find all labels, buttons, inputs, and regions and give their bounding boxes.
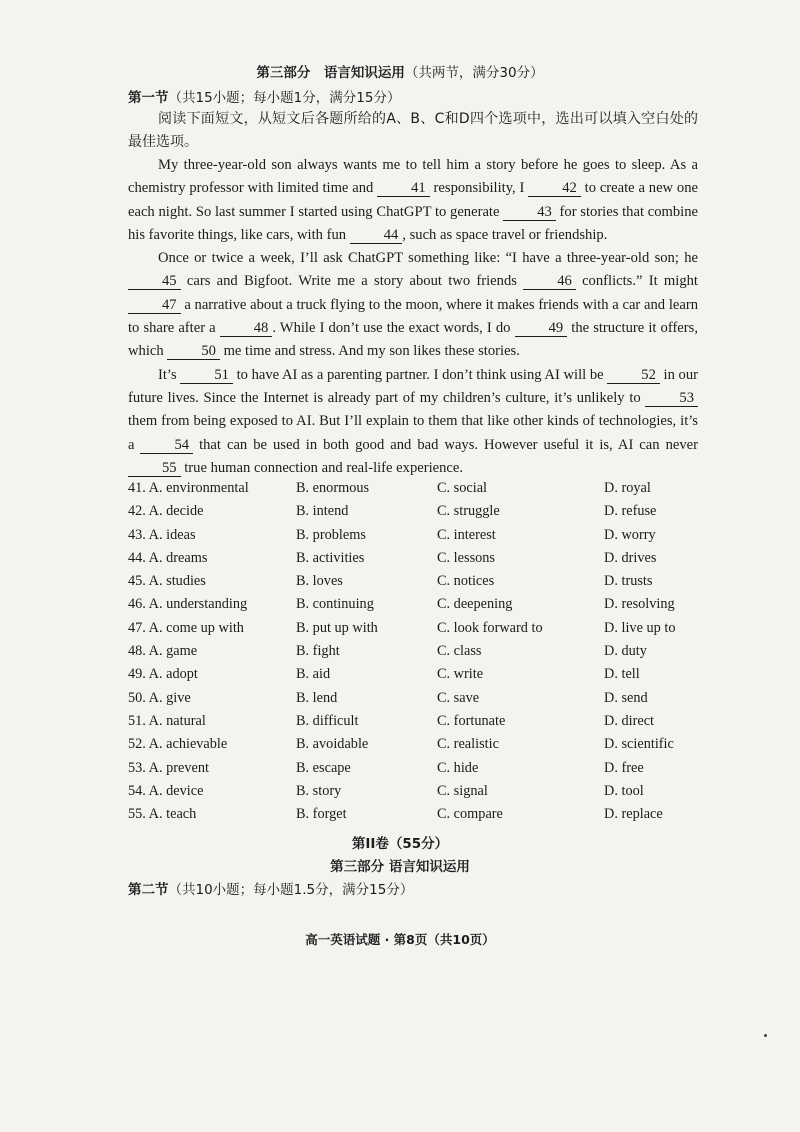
option-row: [128, 573, 698, 596]
option-c: C. interest: [437, 526, 496, 543]
option-row: [128, 550, 698, 573]
blank: 46: [523, 273, 576, 290]
blank: 44: [350, 227, 403, 244]
option-a: 54. A. device: [128, 782, 204, 799]
option-c: C. compare: [437, 806, 503, 823]
option-d: D. tool: [604, 782, 644, 799]
option-c: C. notices: [437, 573, 495, 590]
option-c: C. social: [437, 480, 488, 496]
option-c: C. deepening: [437, 596, 513, 613]
option-d: D. royal: [604, 480, 651, 496]
option-a: 41. A. environmental: [128, 480, 249, 496]
page-footer: 高一英语试题 · 第8页（共10页）: [305, 932, 495, 947]
blank: 42: [528, 180, 581, 197]
option-c: C. write: [437, 666, 484, 683]
option-d: D. scientific: [604, 736, 674, 753]
blank: 49: [515, 320, 568, 337]
blank: 51: [180, 367, 233, 384]
option-b: B. story: [296, 782, 342, 799]
option-c: C. realistic: [437, 736, 499, 753]
option-a: 43. A. ideas: [128, 526, 196, 543]
instruction-text: 阅读下面短文，从短文后各题所给的A、B、C和D四个选项中，选出可以填入空白处的最佳选项。: [128, 111, 698, 150]
option-d: D. replace: [604, 806, 663, 823]
passage-paragraph: My three-year-old son always wants me to tell him a story before he goes to sleep. As a chemistry professor with limited time and 41 responsibility, I 42 to create a new one each night. So last summer I started using ChatGPT to generate 43 for stories that combine his favorite things, like cars, with fun 44 , such as space travel or friendship.: [128, 157, 698, 243]
option-c: C. look forward to: [437, 619, 543, 636]
blank: 53: [645, 390, 698, 407]
option-c: C. signal: [437, 782, 488, 799]
option-b: B. difficult: [296, 712, 359, 729]
blank: 54: [140, 437, 193, 454]
option-d: D. trusts: [604, 573, 653, 590]
option-a: 42. A. decide: [128, 503, 204, 520]
blank: 45: [128, 273, 181, 290]
option-a: 50. A. give: [128, 689, 191, 706]
option-d: D. send: [604, 689, 648, 706]
option-b: B. escape: [296, 759, 351, 776]
option-row: [128, 783, 698, 806]
option-a: 53. A. prevent: [128, 759, 209, 776]
option-a: 52. A. achievable: [128, 736, 228, 753]
option-d: D. refuse: [604, 503, 657, 520]
option-d: D. resolving: [604, 596, 675, 613]
option-row: [128, 713, 698, 736]
blank: 41: [377, 180, 430, 197]
option-a: 44. A. dreams: [128, 549, 208, 566]
option-b: B. aid: [296, 666, 331, 683]
option-a: 47. A. come up with: [128, 619, 244, 636]
option-a: 46. A. understanding: [128, 596, 248, 613]
blank: 47: [128, 297, 181, 314]
option-d: D. tell: [604, 666, 640, 683]
option-row: [128, 760, 698, 783]
option-row: [128, 643, 698, 666]
option-row: [128, 666, 698, 689]
volume-title: 第II卷（55分）: [351, 836, 449, 852]
option-c: C. lessons: [437, 549, 495, 566]
option-row: [128, 480, 698, 503]
part-title-repeat: 第三部分 语言知识运用: [330, 859, 470, 875]
blank: 52: [607, 367, 660, 384]
option-c: C. hide: [437, 759, 479, 776]
option-a: 48. A. game: [128, 643, 198, 660]
option-c: C. save: [437, 689, 480, 706]
option-b: B. forget: [296, 806, 347, 823]
option-b: B. fight: [296, 643, 340, 660]
option-a: 55. A. teach: [128, 806, 197, 823]
option-b: B. continuing: [296, 596, 374, 613]
blank: 55: [128, 460, 181, 477]
option-row: [128, 806, 698, 829]
option-a: 49. A. adopt: [128, 666, 198, 683]
blank: 48: [220, 320, 273, 337]
option-row: [128, 527, 698, 550]
scan-speck: [764, 1034, 767, 1037]
option-d: D. duty: [604, 643, 647, 660]
passage-paragraph: It’s 51 to have AI as a parenting partner. I don’t think using AI will be 52 in our future lives. Since the Internet is already part of my children’s culture, it’s unlikely to 53 them from being exposed to AI. But I’ll explain to them that like other kinds of technologies, it’s a 54 that can be used in both good and bad ways. However useful it is, AI can never 55 true human connection and real-life experience.: [128, 366, 698, 476]
answer-options: [128, 480, 698, 829]
option-row: [128, 736, 698, 759]
option-d: D. drives: [604, 549, 657, 566]
option-b: B. enormous: [296, 480, 370, 496]
option-b: B. avoidable: [296, 736, 369, 753]
passage-paragraph: Once or twice a week, I’ll ask ChatGPT something like: “I have a three-year-old son; he 45 cars and Bigfoot. Write me a story about two friends 46 conflicts.” It might 47 a narrative about a truck flying to the moon, where it makes friends with a car and learn to share after a 48 . While I don’t use the exact words, I do 49 the structure it offers, which 50 me time and stress. And my son likes these stories.: [128, 250, 698, 360]
option-d: D. direct: [604, 712, 655, 729]
cloze-passage: [128, 154, 698, 480]
option-row: [128, 596, 698, 619]
option-row: [128, 503, 698, 526]
blank: 50: [167, 343, 220, 360]
option-d: D. free: [604, 759, 644, 776]
option-b: B. activities: [296, 549, 365, 566]
part-title: 第三部分 语言知识运用（共两节，满分30分）: [256, 65, 544, 81]
blank: 43: [503, 204, 556, 221]
section-heading: 第一节（共15小题；每小题1分，满分15分）: [128, 90, 401, 106]
option-d: D. live up to: [604, 619, 676, 636]
option-a: 51. A. natural: [128, 712, 206, 729]
option-row: [128, 690, 698, 713]
option-b: B. problems: [296, 526, 366, 543]
option-a: 45. A. studies: [128, 573, 206, 590]
option-row: [128, 620, 698, 643]
option-d: D. worry: [604, 526, 656, 543]
option-b: B. put up with: [296, 619, 378, 636]
option-b: B. lend: [296, 689, 338, 706]
option-c: C. struggle: [437, 503, 500, 520]
option-b: B. loves: [296, 573, 343, 590]
option-c: C. fortunate: [437, 712, 506, 729]
option-b: B. intend: [296, 503, 349, 520]
option-c: C. class: [437, 643, 482, 660]
section2-heading: 第二节（共10小题；每小题1.5分，满分15分）: [128, 882, 414, 898]
